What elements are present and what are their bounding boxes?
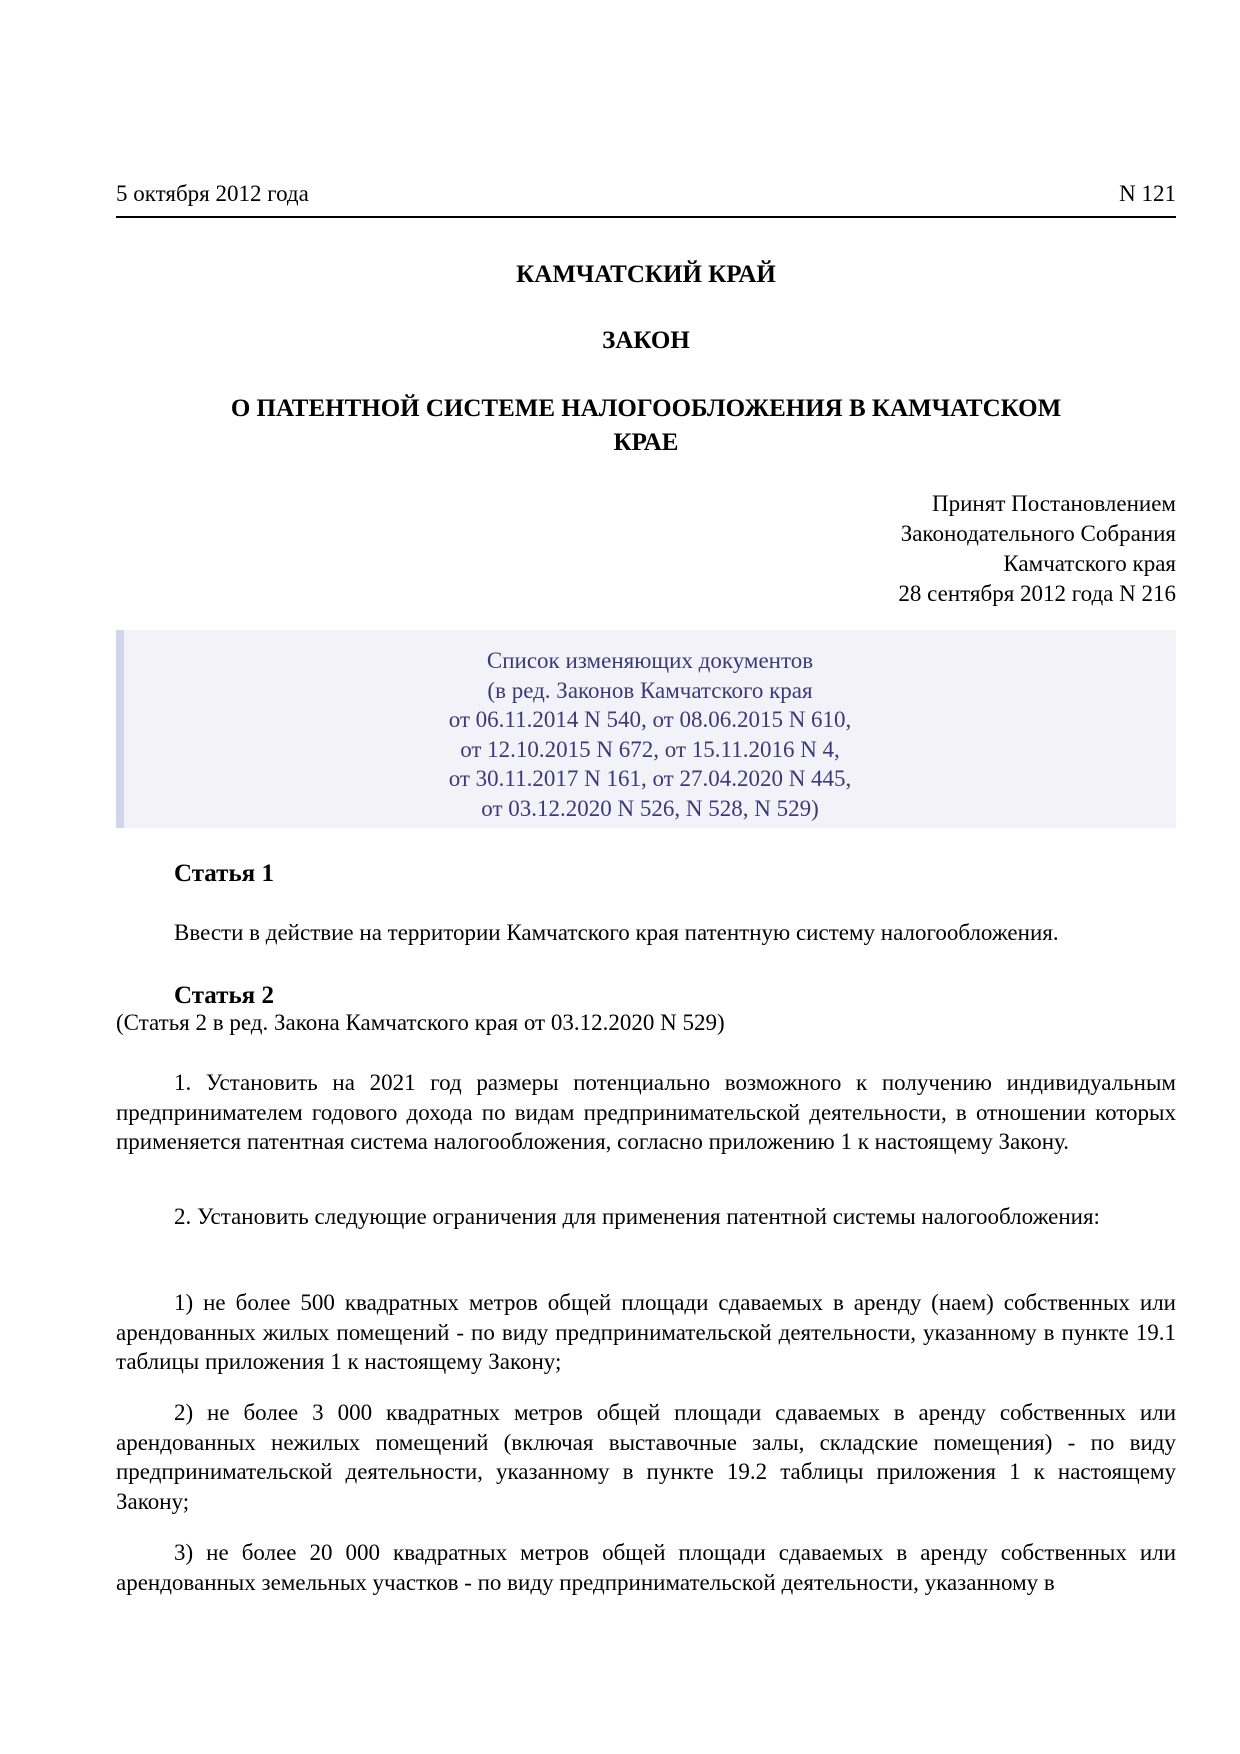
document-number: N 121	[1119, 181, 1176, 206]
doc-type-title: ЗАКОН	[602, 327, 690, 354]
amendments-line: от 03.12.2020 N 526, N 528, N 529)	[481, 795, 819, 821]
adoption-line: 28 сентября 2012 года N 216	[898, 581, 1176, 606]
adoption-line: Принят Постановлением	[932, 491, 1176, 516]
amendments-line: от 30.11.2017 N 161, от 27.04.2020 N 445,	[448, 766, 852, 791]
amendments-title: Список изменяющих документов	[486, 648, 814, 673]
article-2-paragraph-2: 2. Установить следующие ограничения для применения патентной системы налогообложения:	[174, 1204, 1100, 1229]
article-2-paragraph-1: 1. Установить на 2021 год размеры потенциально возможного к получению индивидуальным предпринимателем годового дохода по видам предпринимательской деятельности, в отношении которых применяется патентная система налогообложения, согласно приложению 1 к настоящему Закону.	[116, 1070, 1176, 1154]
amendments-box	[116, 630, 1176, 828]
article-2-item-1: 1) не более 500 квадратных метров общей площади сдаваемых в аренду (наем) собственных или арендованных жилых помещений - по виду предпринимательской деятельности, указанному в пункте 19.1 таблицы приложения 1 к настоящему Закону;	[116, 1290, 1176, 1374]
article-2-item-2: 2) не более 3 000 квадратных метров общей площади сдаваемых в аренду собственных или арендованных нежилых помещений (включая выставочные залы, складские помещения) - по виду предпринимательской деятельности, указанному в пункте 19.2 таблицы приложения 1 к настоящему Закону;	[116, 1400, 1176, 1514]
article-2-item-3: 3) не более 20 000 квадратных метров общей площади сдаваемых в аренду собственных или арендованных земельных участков - по виду предпринимательской деятельности, указанному в	[116, 1540, 1176, 1595]
adoption-line: Законодательного Собрания	[900, 521, 1176, 546]
amendments-line: от 06.11.2014 N 540, от 08.06.2015 N 610,	[448, 707, 852, 732]
header-divider	[116, 216, 1176, 218]
article-1-heading: Статья 1	[174, 860, 274, 887]
amendments-line: от 12.10.2015 N 672, от 15.11.2016 N 4,	[460, 736, 840, 762]
adoption-line: Камчатского края	[1003, 551, 1176, 576]
article-2-heading: Статья 2	[174, 982, 274, 1009]
amendments-line: (в ред. Законов Камчатского края	[487, 677, 813, 703]
adoption-block	[898, 489, 1176, 609]
article-1-text: Ввести в действие на территории Камчатского края патентную систему налогообложения.	[174, 920, 1059, 945]
document-date: 5 октября 2012 года	[116, 181, 309, 206]
region-title: КАМЧАТСКИЙ КРАЙ	[516, 261, 776, 288]
law-title-line2: КРАЕ	[613, 429, 679, 456]
document-header	[116, 178, 1176, 210]
article-2-note: (Статья 2 в ред. Закона Камчатского края от 03.12.2020 N 529)	[116, 1010, 725, 1035]
law-title-line1: О ПАТЕНТНОЙ СИСТЕМЕ НАЛОГООБЛОЖЕНИЯ В КАМЧАТСКОМ	[230, 395, 1062, 422]
